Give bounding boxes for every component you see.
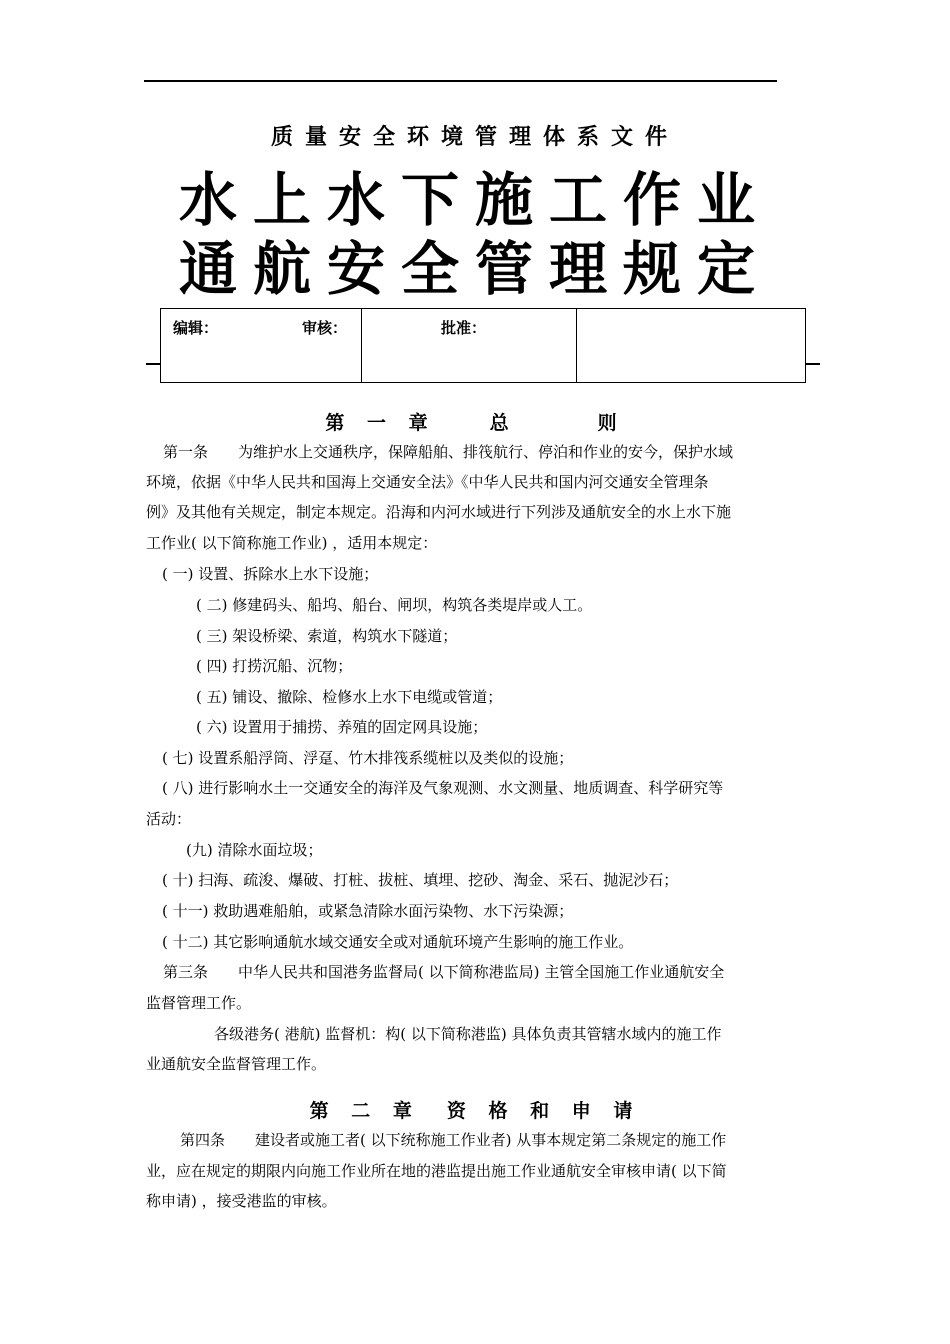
article-3-line-1: 第三条 中华人民共和国港务监督局( 以下简称港监局) 主管全国施工作业通航安全: [163, 963, 725, 981]
item-4: ( 四) 打捞沉船、沉物；: [196, 657, 353, 675]
item-1: ( 一) 设置、拆除水上水下设施；: [162, 565, 379, 583]
signoff-table: [160, 308, 806, 383]
item-9: (九) 清除水面垃圾；: [186, 841, 323, 859]
approve-label: 批准：: [441, 319, 487, 337]
item-10: ( 十) 扫海、疏浚、爆破、打桩、拔桩、填埋、挖砂、淘金、采石、抛泥沙石；: [162, 871, 679, 889]
article-4-line-2: 业，应在规定的期限内向施工作业所在地的港监提出施工作业通航安全审核申请( 以下简: [146, 1162, 727, 1180]
article-1-line-1: 第一条 为维护水上交通秩序，保障船舶、排筏航行、停泊和作业的安今，保护水域: [163, 443, 734, 461]
article-1-line-2: 环境，依据《中华人民共和国海上交通安全法》《中华人民共和国内河交通安全管理条: [146, 473, 709, 491]
item-11: ( 十一) 救助遇难船舶，或紧急清除水面污染物、水下污染源；: [162, 902, 574, 920]
article-1-line-3: 例》及其他有关规定，制定本规定。沿海和内河水域进行下列涉及通航安全的水上水下施: [146, 503, 732, 521]
item-12: ( 十二) 其它影响通航水域交通安全或对通航环境产生影响的施工作业。: [162, 933, 634, 951]
item-5: ( 五) 铺设、撤除、检修水上水下电缆或管道；: [196, 688, 503, 706]
chapter-2-heading: 第 二 章 资 格 和 申 请: [309, 1100, 641, 1122]
document-type: 质量安全环境管理体系文件: [270, 124, 679, 150]
document-title-line-2: 通航安全管理规定: [178, 235, 771, 303]
item-7: ( 七) 设置系船浮筒、浮趸、竹木排筏系缆桩以及类似的设施；: [162, 749, 574, 767]
article-4-line-3: 称申请) ，接受港监的审核。: [146, 1192, 337, 1210]
edit-label: 编辑：: [173, 319, 219, 337]
item-8: ( 八) 进行影响水土一交通安全的海洋及气象观测、水文测量、地质调查、科学研究等: [162, 779, 724, 797]
article-1-line-4: 工作业( 以下简称施工作业) ，适用本规定：: [146, 534, 438, 552]
item-3: ( 三) 架设桥梁、索道，构筑水下隧道；: [196, 627, 458, 645]
item-2: ( 二) 修建码头、船坞、船台、闸坝，构筑各类堤岸或人工。: [196, 596, 593, 614]
item-6: ( 六) 设置用于捕捞、养殖的固定网具设施；: [196, 718, 488, 736]
document-title-line-1: 水上水下施工作业: [178, 166, 771, 234]
signoff-approve-cell: [362, 309, 577, 382]
article-3-para-2-line-2: 业通航安全监督管理工作。: [146, 1055, 327, 1073]
left-margin-mark: [146, 363, 160, 365]
signoff-blank-cell: [577, 309, 805, 382]
right-margin-mark: [806, 363, 820, 365]
item-8-continued: 活动：: [146, 810, 192, 828]
article-3-line-2: 监督管理工作。: [146, 994, 252, 1012]
chapter-1-heading: 第 一 章 总 则: [325, 412, 625, 434]
article-4-line-1: 第四条 建设者或施工者( 以下统称施工作业者) 从事本规定第二条规定的施工作: [180, 1131, 727, 1149]
header-rule: [144, 80, 777, 82]
signoff-edit-review-cell: [161, 309, 362, 382]
article-3-para-2-line-1: 各级港务( 港航) 监督机：构( 以下简称港监) 具体负责其管辖水域内的施工作: [214, 1025, 722, 1043]
review-label: 审核：: [302, 319, 348, 337]
